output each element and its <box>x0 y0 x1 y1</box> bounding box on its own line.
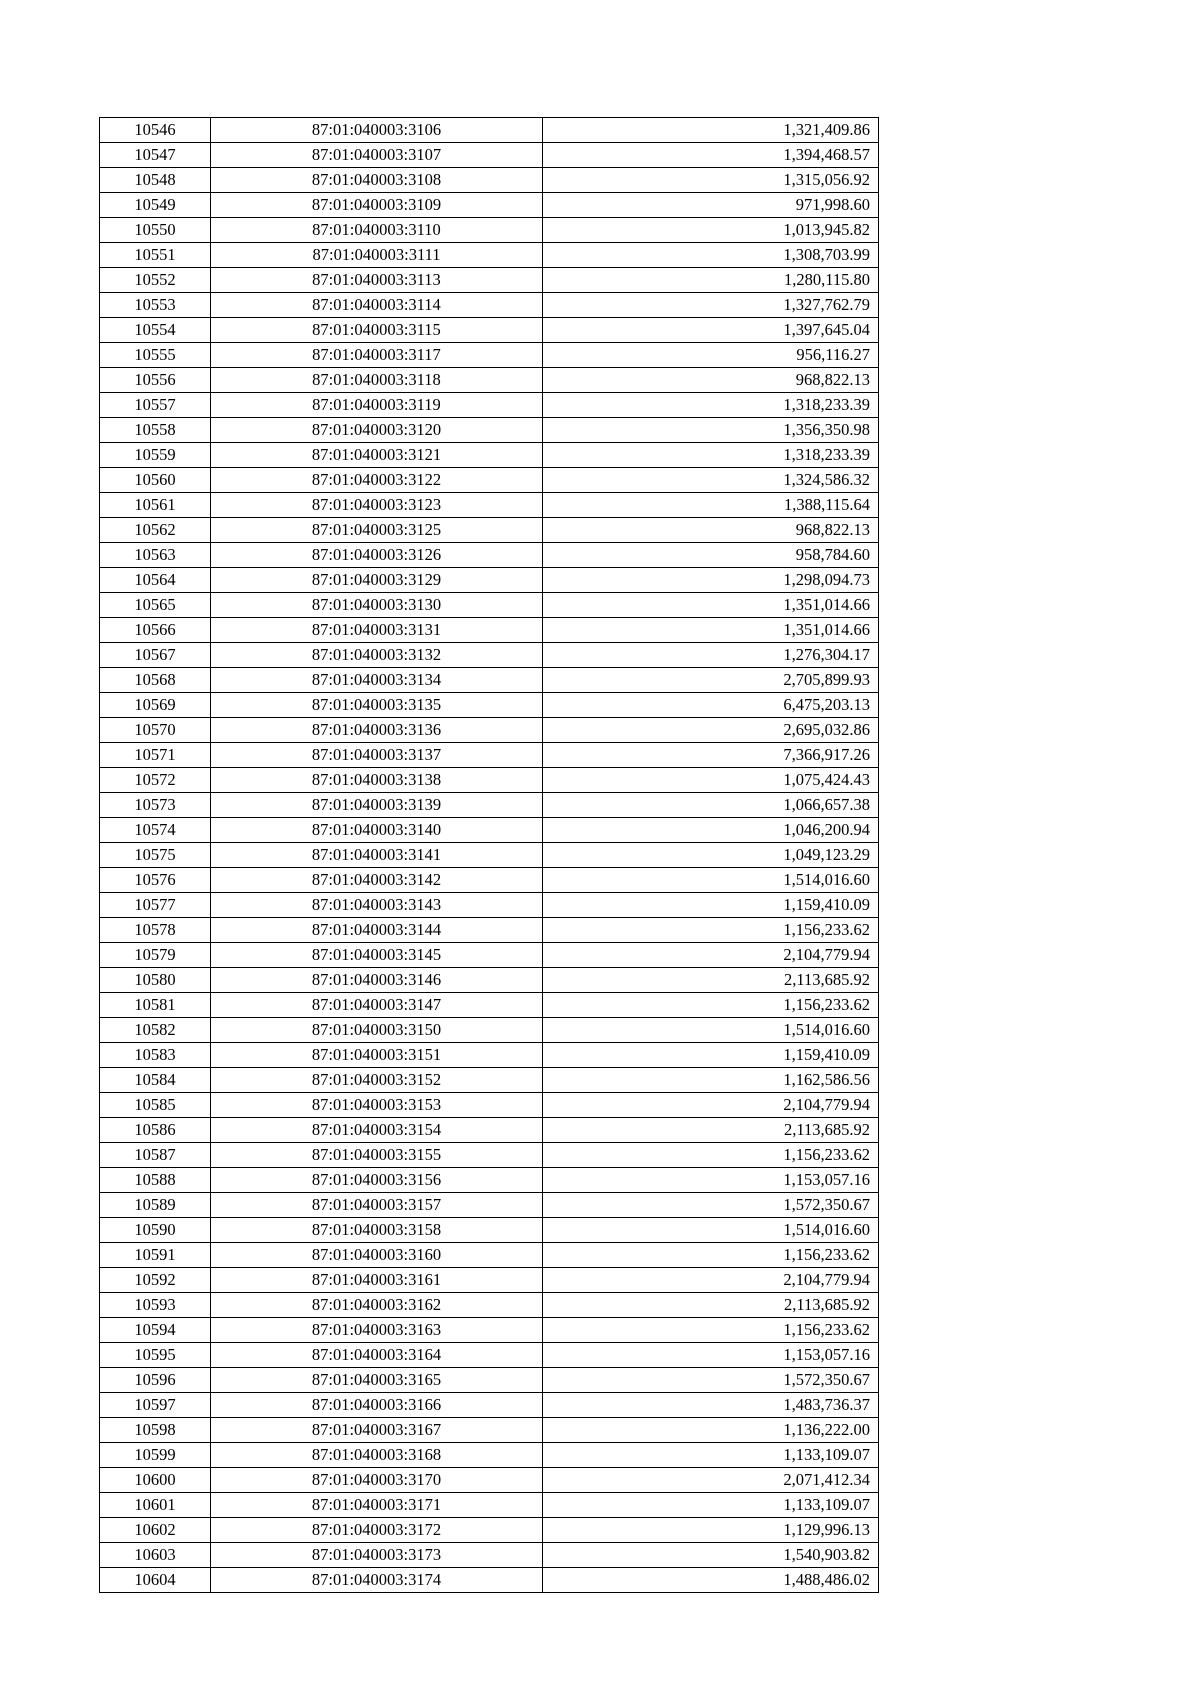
data-table <box>99 117 879 1593</box>
value-cell: 1,153,057.16 <box>543 1168 879 1193</box>
table-row <box>100 518 879 543</box>
row-number-cell: 10560 <box>100 468 211 493</box>
cadastral-number-cell: 87:01:040003:3117 <box>211 343 543 368</box>
row-number-cell: 10561 <box>100 493 211 518</box>
row-number-cell: 10570 <box>100 718 211 743</box>
value-cell: 1,129,996.13 <box>543 1518 879 1543</box>
cadastral-number-cell: 87:01:040003:3163 <box>211 1318 543 1343</box>
value-cell: 1,159,410.09 <box>543 893 879 918</box>
value-cell: 1,488,486.02 <box>543 1568 879 1593</box>
value-cell: 1,514,016.60 <box>543 868 879 893</box>
cadastral-number-cell: 87:01:040003:3130 <box>211 593 543 618</box>
row-number-cell: 10548 <box>100 168 211 193</box>
value-cell: 1,394,468.57 <box>543 143 879 168</box>
value-cell: 1,483,736.37 <box>543 1393 879 1418</box>
cadastral-number-cell: 87:01:040003:3123 <box>211 493 543 518</box>
cadastral-number-cell: 87:01:040003:3132 <box>211 643 543 668</box>
row-number-cell: 10593 <box>100 1293 211 1318</box>
value-cell: 1,324,586.32 <box>543 468 879 493</box>
row-number-cell: 10572 <box>100 768 211 793</box>
row-number-cell: 10566 <box>100 618 211 643</box>
value-cell: 1,315,056.92 <box>543 168 879 193</box>
row-number-cell: 10596 <box>100 1368 211 1393</box>
row-number-cell: 10587 <box>100 1143 211 1168</box>
table-row <box>100 818 879 843</box>
table-row <box>100 218 879 243</box>
row-number-cell: 10553 <box>100 293 211 318</box>
table-row <box>100 193 879 218</box>
row-number-cell: 10551 <box>100 243 211 268</box>
row-number-cell: 10584 <box>100 1068 211 1093</box>
value-cell: 1,156,233.62 <box>543 1318 879 1343</box>
row-number-cell: 10588 <box>100 1168 211 1193</box>
table-row <box>100 343 879 368</box>
table-row <box>100 1343 879 1368</box>
cadastral-number-cell: 87:01:040003:3114 <box>211 293 543 318</box>
cadastral-number-cell: 87:01:040003:3155 <box>211 1143 543 1168</box>
cadastral-number-cell: 87:01:040003:3142 <box>211 868 543 893</box>
cadastral-number-cell: 87:01:040003:3140 <box>211 818 543 843</box>
table-row <box>100 893 879 918</box>
row-number-cell: 10604 <box>100 1568 211 1593</box>
value-cell: 1,356,350.98 <box>543 418 879 443</box>
value-cell: 1,133,109.07 <box>543 1493 879 1518</box>
table-row <box>100 1318 879 1343</box>
table-row <box>100 1468 879 1493</box>
row-number-cell: 10552 <box>100 268 211 293</box>
cadastral-number-cell: 87:01:040003:3164 <box>211 1343 543 1368</box>
table-row <box>100 493 879 518</box>
value-cell: 1,075,424.43 <box>543 768 879 793</box>
value-cell: 1,156,233.62 <box>543 1243 879 1268</box>
row-number-cell: 10558 <box>100 418 211 443</box>
value-cell: 2,104,779.94 <box>543 1093 879 1118</box>
cadastral-number-cell: 87:01:040003:3162 <box>211 1293 543 1318</box>
table-row <box>100 468 879 493</box>
row-number-cell: 10559 <box>100 443 211 468</box>
row-number-cell: 10547 <box>100 143 211 168</box>
cadastral-number-cell: 87:01:040003:3173 <box>211 1543 543 1568</box>
cadastral-number-cell: 87:01:040003:3111 <box>211 243 543 268</box>
value-cell: 1,351,014.66 <box>543 618 879 643</box>
value-cell: 2,695,032.86 <box>543 718 879 743</box>
cadastral-number-cell: 87:01:040003:3107 <box>211 143 543 168</box>
value-cell: 2,104,779.94 <box>543 943 879 968</box>
cadastral-number-cell: 87:01:040003:3121 <box>211 443 543 468</box>
cadastral-number-cell: 87:01:040003:3118 <box>211 368 543 393</box>
cadastral-number-cell: 87:01:040003:3170 <box>211 1468 543 1493</box>
row-number-cell: 10581 <box>100 993 211 1018</box>
value-cell: 1,159,410.09 <box>543 1043 879 1068</box>
table-row <box>100 693 879 718</box>
cadastral-number-cell: 87:01:040003:3122 <box>211 468 543 493</box>
row-number-cell: 10554 <box>100 318 211 343</box>
value-cell: 1,308,703.99 <box>543 243 879 268</box>
row-number-cell: 10563 <box>100 543 211 568</box>
cadastral-number-cell: 87:01:040003:3174 <box>211 1568 543 1593</box>
cadastral-number-cell: 87:01:040003:3131 <box>211 618 543 643</box>
cadastral-number-cell: 87:01:040003:3158 <box>211 1218 543 1243</box>
row-number-cell: 10549 <box>100 193 211 218</box>
table-row <box>100 1193 879 1218</box>
row-number-cell: 10595 <box>100 1343 211 1368</box>
table-row <box>100 443 879 468</box>
cadastral-number-cell: 87:01:040003:3171 <box>211 1493 543 1518</box>
value-cell: 1,013,945.82 <box>543 218 879 243</box>
value-cell: 1,156,233.62 <box>543 1143 879 1168</box>
table-row <box>100 968 879 993</box>
table-row <box>100 668 879 693</box>
table-row <box>100 793 879 818</box>
value-cell: 1,153,057.16 <box>543 1343 879 1368</box>
cadastral-number-cell: 87:01:040003:3172 <box>211 1518 543 1543</box>
value-cell: 1,162,586.56 <box>543 1068 879 1093</box>
cadastral-number-cell: 87:01:040003:3144 <box>211 918 543 943</box>
cadastral-number-cell: 87:01:040003:3152 <box>211 1068 543 1093</box>
table-row <box>100 143 879 168</box>
value-cell: 1,049,123.29 <box>543 843 879 868</box>
row-number-cell: 10571 <box>100 743 211 768</box>
row-number-cell: 10583 <box>100 1043 211 1068</box>
cadastral-number-cell: 87:01:040003:3168 <box>211 1443 543 1468</box>
table-row <box>100 618 879 643</box>
value-cell: 1,327,762.79 <box>543 293 879 318</box>
value-cell: 958,784.60 <box>543 543 879 568</box>
cadastral-number-cell: 87:01:040003:3166 <box>211 1393 543 1418</box>
value-cell: 1,514,016.60 <box>543 1218 879 1243</box>
value-cell: 1,156,233.62 <box>543 918 879 943</box>
value-cell: 1,136,222.00 <box>543 1418 879 1443</box>
cadastral-number-cell: 87:01:040003:3135 <box>211 693 543 718</box>
value-cell: 1,066,657.38 <box>543 793 879 818</box>
value-cell: 2,113,685.92 <box>543 1118 879 1143</box>
value-cell: 968,822.13 <box>543 518 879 543</box>
table-row <box>100 168 879 193</box>
value-cell: 1,388,115.64 <box>543 493 879 518</box>
table-row <box>100 1493 879 1518</box>
row-number-cell: 10550 <box>100 218 211 243</box>
cadastral-number-cell: 87:01:040003:3156 <box>211 1168 543 1193</box>
table-row <box>100 868 879 893</box>
table-row <box>100 718 879 743</box>
row-number-cell: 10589 <box>100 1193 211 1218</box>
cadastral-number-cell: 87:01:040003:3134 <box>211 668 543 693</box>
cadastral-number-cell: 87:01:040003:3160 <box>211 1243 543 1268</box>
table-row <box>100 643 879 668</box>
row-number-cell: 10573 <box>100 793 211 818</box>
cadastral-number-cell: 87:01:040003:3129 <box>211 568 543 593</box>
cadastral-number-cell: 87:01:040003:3146 <box>211 968 543 993</box>
table-row <box>100 743 879 768</box>
row-number-cell: 10580 <box>100 968 211 993</box>
row-number-cell: 10556 <box>100 368 211 393</box>
value-cell: 1,318,233.39 <box>543 443 879 468</box>
table-row <box>100 118 879 143</box>
value-cell: 6,475,203.13 <box>543 693 879 718</box>
row-number-cell: 10567 <box>100 643 211 668</box>
cadastral-number-cell: 87:01:040003:3115 <box>211 318 543 343</box>
value-cell: 1,318,233.39 <box>543 393 879 418</box>
row-number-cell: 10579 <box>100 943 211 968</box>
row-number-cell: 10597 <box>100 1393 211 1418</box>
table-row <box>100 1393 879 1418</box>
value-cell: 1,572,350.67 <box>543 1193 879 1218</box>
cadastral-number-cell: 87:01:040003:3151 <box>211 1043 543 1068</box>
table-row <box>100 918 879 943</box>
value-cell: 1,276,304.17 <box>543 643 879 668</box>
row-number-cell: 10590 <box>100 1218 211 1243</box>
row-number-cell: 10602 <box>100 1518 211 1543</box>
table-row <box>100 1043 879 1068</box>
row-number-cell: 10575 <box>100 843 211 868</box>
cadastral-number-cell: 87:01:040003:3138 <box>211 768 543 793</box>
cadastral-number-cell: 87:01:040003:3125 <box>211 518 543 543</box>
cadastral-number-cell: 87:01:040003:3136 <box>211 718 543 743</box>
row-number-cell: 10576 <box>100 868 211 893</box>
table-row <box>100 1018 879 1043</box>
value-cell: 1,514,016.60 <box>543 1018 879 1043</box>
value-cell: 1,321,409.86 <box>543 118 879 143</box>
cadastral-number-cell: 87:01:040003:3126 <box>211 543 543 568</box>
table-row <box>100 1368 879 1393</box>
row-number-cell: 10592 <box>100 1268 211 1293</box>
row-number-cell: 10569 <box>100 693 211 718</box>
cadastral-number-cell: 87:01:040003:3141 <box>211 843 543 868</box>
table-row <box>100 368 879 393</box>
table-row <box>100 1518 879 1543</box>
value-cell: 7,366,917.26 <box>543 743 879 768</box>
cadastral-number-cell: 87:01:040003:3108 <box>211 168 543 193</box>
table-row <box>100 993 879 1018</box>
row-number-cell: 10574 <box>100 818 211 843</box>
cadastral-number-cell: 87:01:040003:3110 <box>211 218 543 243</box>
table-row <box>100 1293 879 1318</box>
cadastral-number-cell: 87:01:040003:3143 <box>211 893 543 918</box>
row-number-cell: 10599 <box>100 1443 211 1468</box>
table-row <box>100 943 879 968</box>
table-row <box>100 268 879 293</box>
table-row <box>100 1443 879 1468</box>
value-cell: 2,113,685.92 <box>543 1293 879 1318</box>
row-number-cell: 10557 <box>100 393 211 418</box>
row-number-cell: 10600 <box>100 1468 211 1493</box>
row-number-cell: 10598 <box>100 1418 211 1443</box>
value-cell: 1,156,233.62 <box>543 993 879 1018</box>
table-row <box>100 768 879 793</box>
cadastral-number-cell: 87:01:040003:3106 <box>211 118 543 143</box>
value-cell: 2,705,899.93 <box>543 668 879 693</box>
cadastral-number-cell: 87:01:040003:3113 <box>211 268 543 293</box>
value-cell: 2,113,685.92 <box>543 968 879 993</box>
cadastral-number-cell: 87:01:040003:3120 <box>211 418 543 443</box>
row-number-cell: 10562 <box>100 518 211 543</box>
table-row <box>100 1268 879 1293</box>
table-row <box>100 1243 879 1268</box>
cadastral-number-cell: 87:01:040003:3167 <box>211 1418 543 1443</box>
cadastral-number-cell: 87:01:040003:3157 <box>211 1193 543 1218</box>
cadastral-number-cell: 87:01:040003:3147 <box>211 993 543 1018</box>
row-number-cell: 10601 <box>100 1493 211 1518</box>
table-row <box>100 393 879 418</box>
table-row <box>100 568 879 593</box>
row-number-cell: 10582 <box>100 1018 211 1043</box>
cadastral-number-cell: 87:01:040003:3150 <box>211 1018 543 1043</box>
value-cell: 1,351,014.66 <box>543 593 879 618</box>
value-cell: 1,133,109.07 <box>543 1443 879 1468</box>
cadastral-number-cell: 87:01:040003:3109 <box>211 193 543 218</box>
row-number-cell: 10568 <box>100 668 211 693</box>
row-number-cell: 10585 <box>100 1093 211 1118</box>
row-number-cell: 10564 <box>100 568 211 593</box>
cadastral-number-cell: 87:01:040003:3153 <box>211 1093 543 1118</box>
value-cell: 1,298,094.73 <box>543 568 879 593</box>
row-number-cell: 10546 <box>100 118 211 143</box>
table-row <box>100 1118 879 1143</box>
row-number-cell: 10586 <box>100 1118 211 1143</box>
value-cell: 1,397,645.04 <box>543 318 879 343</box>
table-row <box>100 543 879 568</box>
table-row <box>100 1143 879 1168</box>
table-row <box>100 243 879 268</box>
table-row <box>100 293 879 318</box>
row-number-cell: 10594 <box>100 1318 211 1343</box>
value-cell: 1,540,903.82 <box>543 1543 879 1568</box>
value-cell: 1,572,350.67 <box>543 1368 879 1393</box>
cadastral-number-cell: 87:01:040003:3165 <box>211 1368 543 1393</box>
cadastral-number-cell: 87:01:040003:3119 <box>211 393 543 418</box>
row-number-cell: 10577 <box>100 893 211 918</box>
table-row <box>100 1418 879 1443</box>
table-body <box>100 118 879 1593</box>
row-number-cell: 10591 <box>100 1243 211 1268</box>
table-row <box>100 1093 879 1118</box>
cadastral-number-cell: 87:01:040003:3137 <box>211 743 543 768</box>
row-number-cell: 10565 <box>100 593 211 618</box>
table-row <box>100 843 879 868</box>
table-row <box>100 418 879 443</box>
value-cell: 2,071,412.34 <box>543 1468 879 1493</box>
cadastral-number-cell: 87:01:040003:3154 <box>211 1118 543 1143</box>
table-row <box>100 1568 879 1593</box>
value-cell: 2,104,779.94 <box>543 1268 879 1293</box>
value-cell: 956,116.27 <box>543 343 879 368</box>
row-number-cell: 10555 <box>100 343 211 368</box>
table-row <box>100 318 879 343</box>
value-cell: 1,280,115.80 <box>543 268 879 293</box>
value-cell: 971,998.60 <box>543 193 879 218</box>
row-number-cell: 10578 <box>100 918 211 943</box>
row-number-cell: 10603 <box>100 1543 211 1568</box>
table-row <box>100 1543 879 1568</box>
cadastral-number-cell: 87:01:040003:3145 <box>211 943 543 968</box>
cadastral-number-cell: 87:01:040003:3139 <box>211 793 543 818</box>
cadastral-number-cell: 87:01:040003:3161 <box>211 1268 543 1293</box>
table-row <box>100 1218 879 1243</box>
table-row <box>100 1068 879 1093</box>
value-cell: 1,046,200.94 <box>543 818 879 843</box>
table-row <box>100 1168 879 1193</box>
value-cell: 968,822.13 <box>543 368 879 393</box>
table-row <box>100 593 879 618</box>
